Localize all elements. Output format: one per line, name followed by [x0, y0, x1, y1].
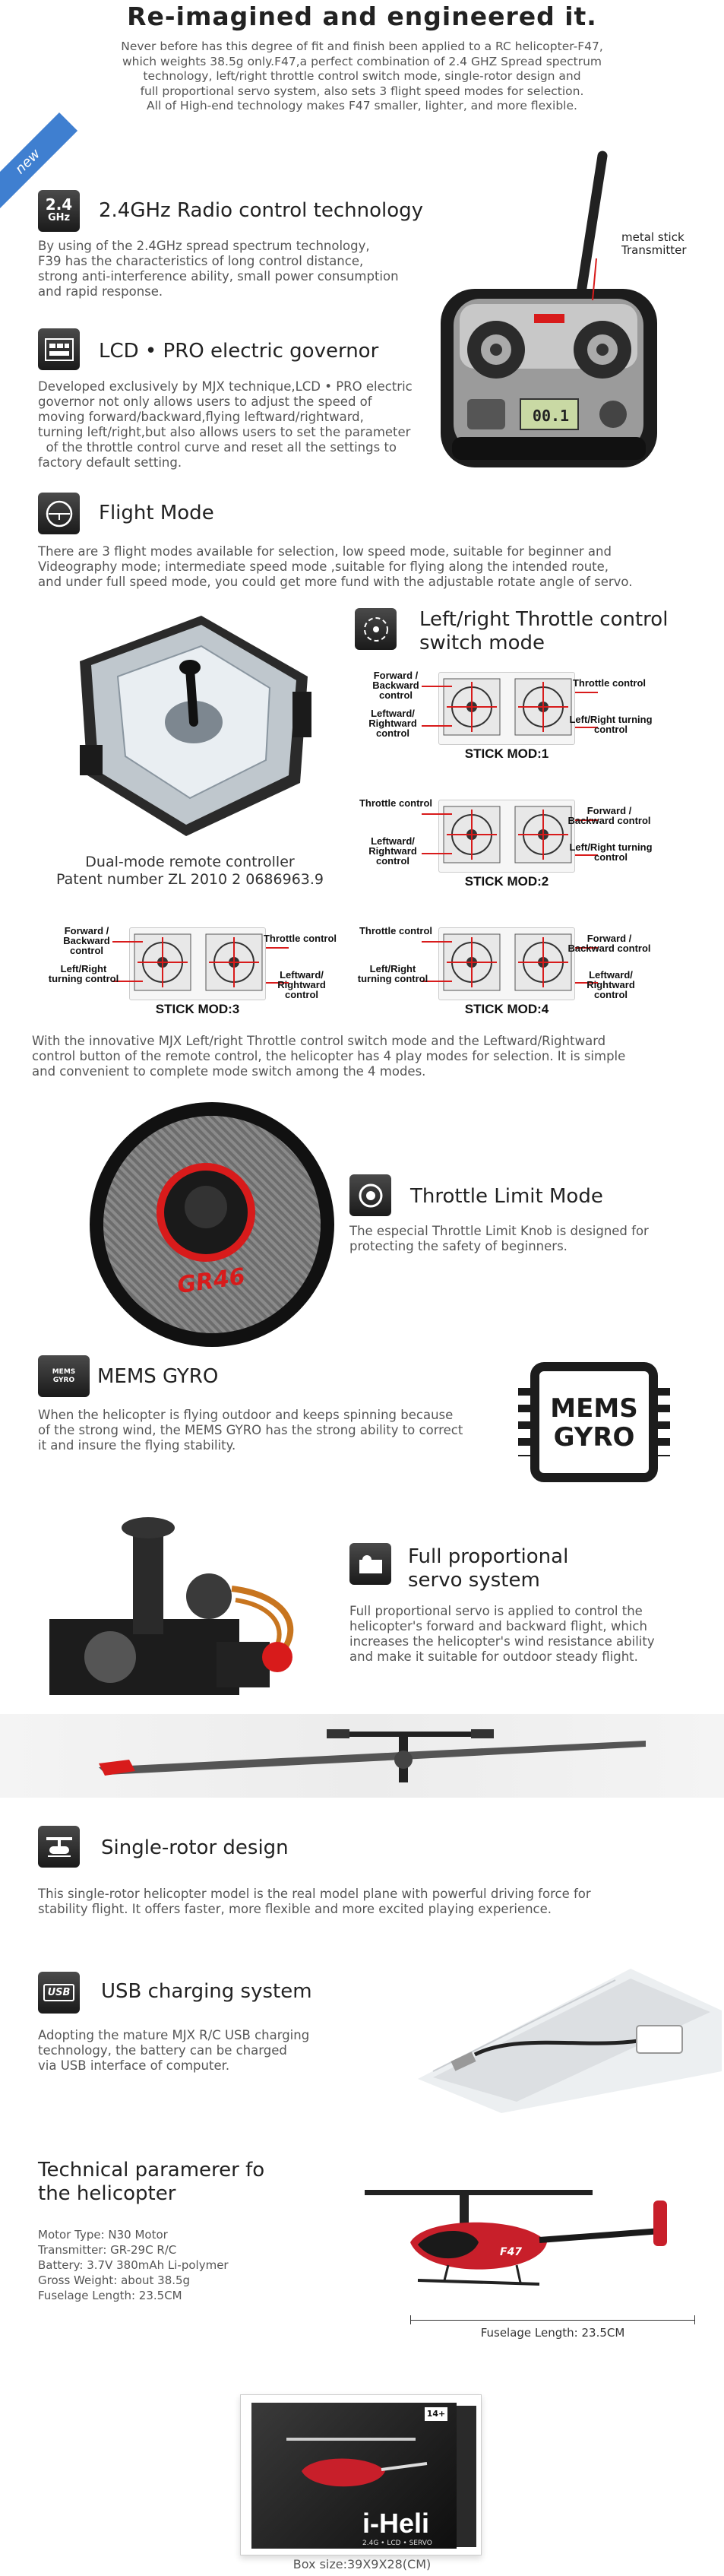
stick-control-label: Throttle control — [263, 933, 337, 944]
stick-control-label: Left/Right turning control — [569, 714, 653, 735]
usb-line: technology, the battery can be charged — [38, 2043, 287, 2058]
stick-control-label: Leftward/ Rightward control — [368, 835, 417, 867]
gyro-text — [38, 1408, 509, 1453]
chip-line: GYRO — [553, 1422, 635, 1453]
stick-mode-panel — [357, 925, 651, 1025]
knob-cap — [185, 1186, 227, 1228]
gauge-icon — [44, 499, 74, 529]
stick-mode-panel — [368, 670, 653, 769]
lcd-line: factory default setting. — [38, 455, 182, 470]
servo-line: helicopter's forward and backward flight, which — [349, 1619, 647, 1633]
box-brand: i-Heli — [362, 2508, 430, 2539]
box-subtitle: 2.4G • LCD • SERVO — [362, 2540, 432, 2547]
radio-icon-top: 2.4 — [45, 195, 73, 214]
connector-line — [575, 692, 598, 693]
tech-title — [38, 2159, 264, 2206]
stick-control-label: Throttle control — [572, 677, 647, 689]
stick-mode-name: STICK MOD:3 — [155, 1002, 240, 1016]
stick-gimbals-icon — [130, 928, 267, 1001]
stick-gimbals-icon — [439, 800, 576, 873]
gyro-chip-image — [518, 1358, 670, 1493]
callout-line: metal stick — [621, 230, 684, 244]
lcd-line: turning left/right,but also allows users to set the parameter — [38, 425, 411, 439]
spec-line: Fuselage Length: 23.5CM — [38, 2289, 182, 2302]
stick-control-label: Left/Right turning control — [357, 963, 428, 984]
rotor-text — [38, 1887, 707, 1917]
summary-line: control button of the remote control, the helicopter has 4 play modes for selection. It is simple — [32, 1049, 626, 1063]
gimbal-image — [65, 608, 323, 844]
stick-control-label: Leftward/ Rightward control — [368, 708, 417, 739]
gyro-icon: MEMS GYRO — [38, 1355, 90, 1397]
servo-box-icon — [357, 1551, 384, 1578]
title-line: the helicopter — [38, 2182, 176, 2205]
lcd-text — [38, 379, 448, 471]
usb-icon-label: USB — [43, 1984, 75, 2001]
stick-summary — [32, 1034, 716, 1079]
radio-line: and rapid response. — [38, 284, 163, 299]
stick-controller-graphic — [438, 800, 575, 873]
fuselage-dimension-line — [410, 2320, 695, 2321]
knob-icon — [356, 1181, 385, 1210]
box-age-badge: 14+ — [425, 2407, 447, 2421]
stick-mode-name: STICK MOD:2 — [464, 874, 549, 889]
flight-mode-icon — [38, 493, 80, 534]
usb-text — [38, 2028, 387, 2074]
throttle-switch-icon — [355, 608, 397, 650]
stick-gimbals-icon — [439, 673, 576, 746]
intro-line: All of High-end technology makes F47 smaller, lighter, and more flexible. — [147, 99, 577, 112]
product-box-image — [240, 2394, 482, 2555]
servo-line: increases the helicopter's wind resistance ability — [349, 1634, 655, 1649]
usb-icon — [38, 1972, 80, 2014]
flight-mode-line: and under full speed mode, you could get more fund with the adjustable rotate angle of servo. — [38, 575, 633, 589]
servo-title — [408, 1545, 568, 1592]
throttle-limit-line: protecting the safety of beginners. — [349, 1239, 568, 1253]
stick-control-label: Forward / Backward control — [372, 670, 419, 701]
spec-line: Battery: 3.7V 380mAh Li-polymer — [38, 2258, 229, 2272]
lcd-panel-icon — [45, 338, 74, 361]
connector-line — [266, 947, 289, 949]
gyro-title: MEMS GYRO — [97, 1365, 219, 1388]
throttle-limit-text — [349, 1224, 691, 1254]
title-line: Technical paramerer fo — [38, 2159, 265, 2182]
rotor-icon — [38, 1826, 80, 1868]
stick-control-label: Left/Right turning control — [569, 841, 653, 863]
radio-line: By using of the 2.4GHz spread spectrum technology, — [38, 239, 370, 253]
servo-line: Full proportional servo is applied to control the — [349, 1604, 643, 1618]
radio-title: 2.4GHz Radio control technology — [99, 199, 424, 222]
radio-text — [38, 239, 418, 299]
rotor-line: This single-rotor helicopter model is the real model plane with powerful driving force for — [38, 1887, 591, 1901]
dimension-tick-right — [694, 2315, 695, 2324]
stick-mode-name: STICK MOD:4 — [464, 1002, 549, 1016]
usb-line: Adopting the mature MJX R/C USB charging — [38, 2028, 310, 2042]
transmitter-callout — [621, 231, 687, 257]
throttle-limit-title: Throttle Limit Mode — [410, 1185, 603, 1208]
lcd-line: moving forward/backward,flying leftward/rightward, — [38, 410, 364, 424]
gyro-line: it and insure the flying stability. — [38, 1438, 236, 1453]
caption-line: Patent number ZL 2010 2 0686963.9 — [55, 871, 324, 888]
box-size-caption: Box size:39X9X28(CM) — [292, 2557, 432, 2571]
usb-image — [410, 1965, 722, 2117]
knob-label: GR46 — [175, 1263, 247, 1300]
servo-image — [42, 1513, 330, 1703]
lcd-line: Developed exclusively by MJX technique,LCD • PRO electric — [38, 379, 413, 394]
radio-icon-bottom: GHz — [47, 211, 71, 223]
intro-line: full proportional servo system, also sets 3 flight speed modes for selection. — [140, 84, 584, 98]
flight-mode-title: Flight Mode — [99, 502, 214, 524]
radio-icon — [38, 190, 80, 232]
usb-title: USB charging system — [101, 1980, 312, 2003]
stick-gimbals-icon — [439, 928, 576, 1001]
radio-line: F39 has the characteristics of long control distance, — [38, 254, 364, 268]
helicopter-icon — [45, 1836, 74, 1858]
gyro-line: When the helicopter is flying outdoor and keeps spinning because — [38, 1408, 454, 1422]
stick-control-label: Leftward/ Rightward control — [277, 969, 326, 1000]
intro-text — [30, 40, 694, 114]
gyro-line: of the strong wind, the MEMS GYRO has the strong ability to correct — [38, 1423, 463, 1437]
callout-line: Transmitter — [621, 243, 687, 257]
transmitter-image — [437, 148, 665, 475]
flight-mode-line: There are 3 flight modes available for selection, low speed mode, suitable for beginner and — [38, 544, 612, 559]
stick-control-label: Throttle control — [359, 797, 433, 809]
dual-mode-caption — [30, 854, 349, 889]
throttle-knob-image — [90, 1102, 334, 1347]
summary-line: With the innovative MJX Left/right Throttle control switch mode and the Leftward/Rightward — [32, 1034, 606, 1048]
new-badge: new — [0, 112, 77, 211]
lcd-line: of the throttle control curve and reset all the settings to — [38, 440, 397, 455]
rotor-title: Single-rotor design — [101, 1836, 289, 1859]
chip-pins-right — [656, 1388, 670, 1456]
stick-control-label: Forward / Backward control — [568, 805, 651, 826]
servo-line: and make it suitable for outdoor steady flight. — [349, 1649, 638, 1664]
tech-specs — [38, 2227, 229, 2303]
intro-line: Never before has this degree of fit and finish been applied to a RC helicopter-F47, — [121, 40, 603, 53]
lcd-line: governor not only allows users to adjust the speed of — [38, 394, 372, 409]
stick-mode-panel — [48, 925, 337, 1025]
intro-line: technology, left/right throttle control switch mode, single-rotor design and — [143, 69, 581, 83]
rotor-image — [99, 1725, 646, 1794]
stick-control-label: Left/Right turning control — [48, 963, 119, 984]
throttle-limit-icon — [349, 1174, 391, 1216]
lcd-title: LCD • PRO electric governor — [99, 340, 379, 363]
radio-line: strong anti-interference ability, small power consumption — [38, 269, 399, 284]
stick-control-label: Forward / Backward control — [63, 925, 110, 956]
chip-line: MEMS — [550, 1393, 638, 1424]
dimension-tick-left — [410, 2315, 411, 2324]
title-line: Left/right Throttle control — [419, 608, 669, 631]
stick-control-label: Forward / Backward control — [568, 933, 651, 954]
flight-mode-line: Videography mode; intermediate speed mode ,suitable for flying along the intended route, — [38, 559, 609, 574]
helicopter-image — [296, 2170, 707, 2315]
rotor-line: stability flight. It offers faster, more flexible and more excited playing experience. — [38, 1902, 552, 1916]
stick-mode-panel — [359, 797, 653, 897]
usb-line: via USB interface of computer. — [38, 2058, 230, 2073]
servo-text — [349, 1604, 707, 1665]
throttle-switch-title — [419, 608, 668, 655]
connector-line — [422, 941, 452, 943]
stick-controller-graphic — [438, 927, 575, 1000]
stick-controller-graphic — [438, 672, 575, 745]
fuselage-caption: Fuselage Length: 23.5CM — [480, 2326, 625, 2340]
page-title: Re-imagined and engineered it. — [127, 2, 597, 31]
title-line: Full proportional — [408, 1545, 569, 1568]
title-line: switch mode — [419, 632, 545, 654]
connector-line — [422, 813, 452, 815]
transmitter-lcd-value: 00.1 — [532, 407, 570, 425]
spec-line: Motor Type: N30 Motor — [38, 2228, 168, 2242]
servo-icon — [349, 1543, 391, 1585]
helicopter-model-label: F47 — [500, 2246, 523, 2258]
stick-controller-graphic — [129, 927, 266, 1000]
spec-line: Transmitter: GR-29C R/C — [38, 2243, 177, 2257]
chip-label — [530, 1394, 658, 1452]
box-side — [457, 2406, 476, 2547]
stick-control-label: Leftward/ Rightward control — [586, 969, 635, 1000]
box-helicopter-art — [271, 2433, 431, 2502]
lcd-icon — [38, 328, 80, 370]
stick-mode-name: STICK MOD:1 — [464, 746, 549, 761]
spec-line: Gross Weight: about 38.5g — [38, 2273, 191, 2287]
stick-control-label: Throttle control — [359, 925, 433, 936]
throttle-limit-line: The especial Throttle Limit Knob is designed for — [349, 1224, 649, 1238]
intro-line: which weights 38.5g only.F47,a perfect combination of 2.4 GHZ Spread spectrum — [122, 54, 602, 68]
switch-icon — [362, 615, 390, 644]
flight-mode-text — [38, 544, 707, 590]
title-line: servo system — [408, 1569, 540, 1592]
caption-line: Dual-mode remote controller — [85, 854, 295, 870]
summary-line: and convenient to complete mode switch among the 4 modes. — [32, 1064, 426, 1079]
